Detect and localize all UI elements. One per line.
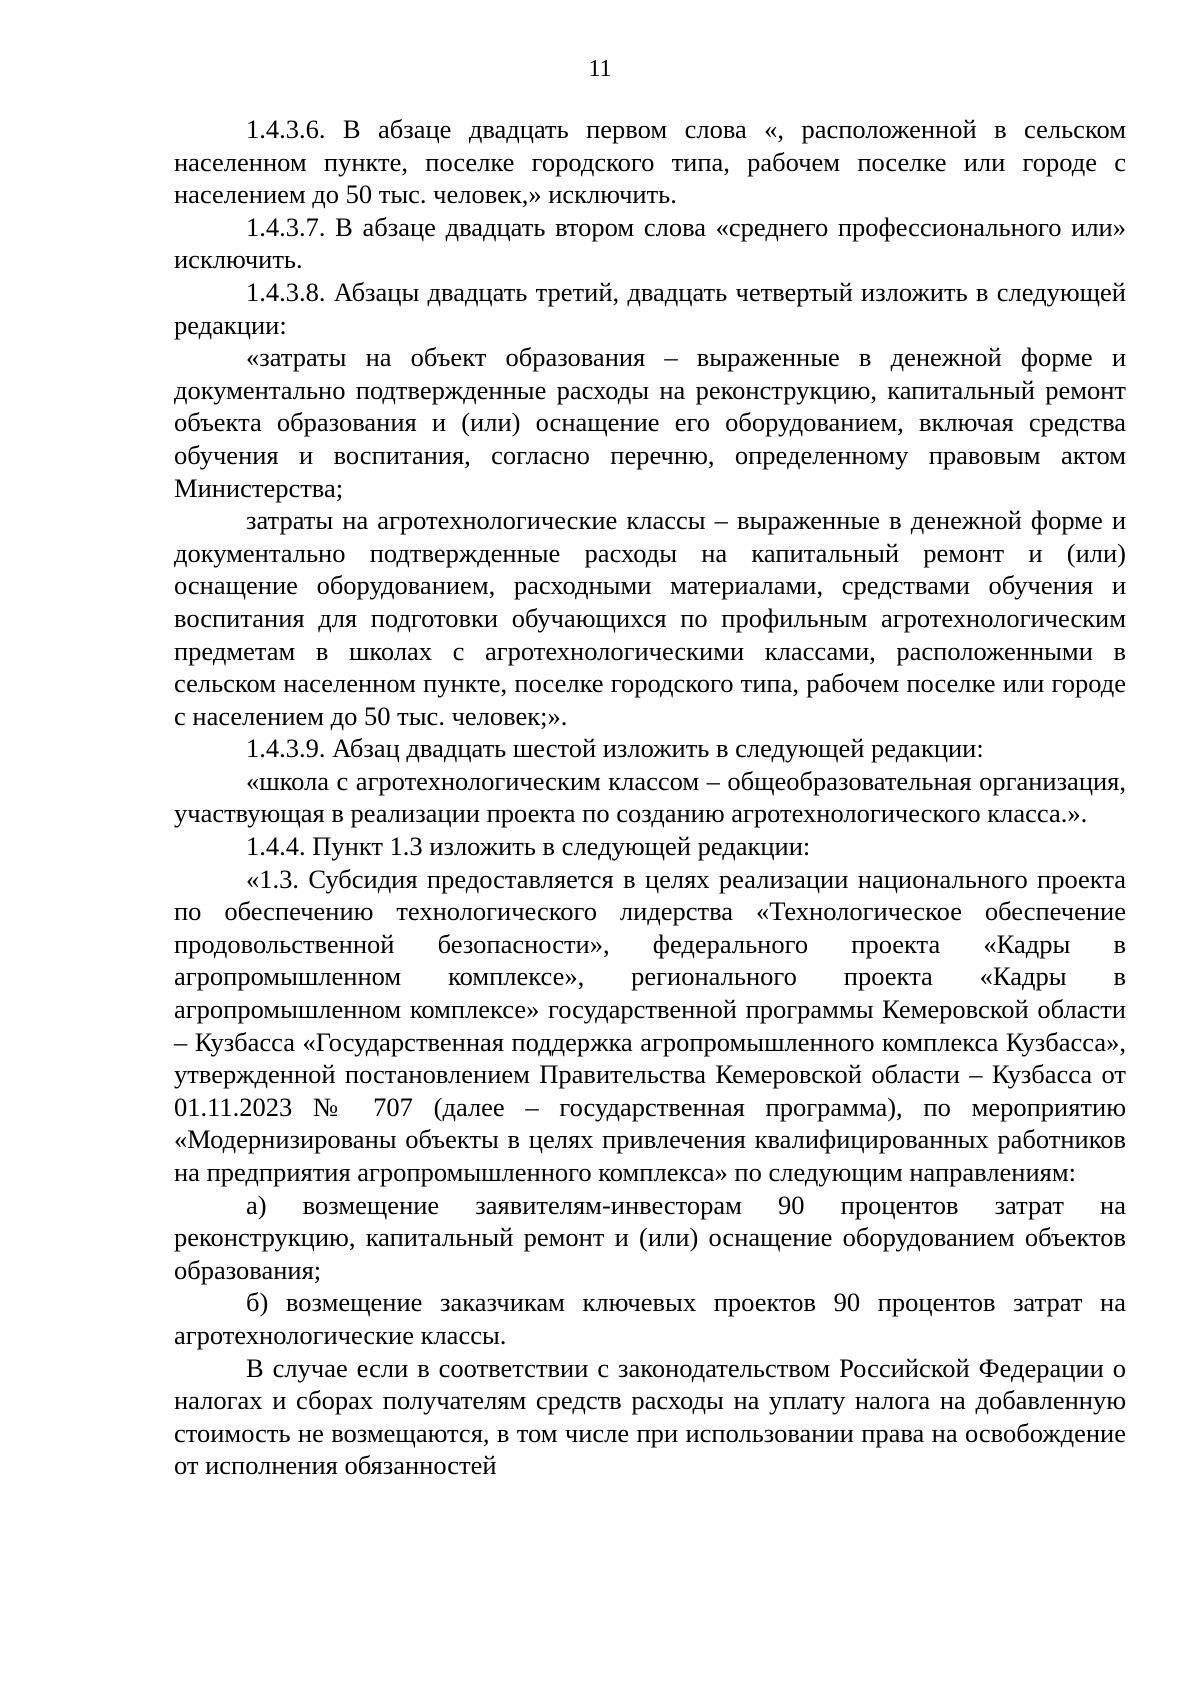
paragraph-1-4-3-7: 1.4.3.7. В абзаце двадцать втором слова «среднего профессионального или» исключить.: [174, 211, 1126, 275]
paragraph-1-4-3-9: 1.4.3.9. Абзац двадцать шестой изложить в следующей редакции:: [246, 733, 984, 764]
paragraph-1-4-3-6: 1.4.3.6. В абзаце двадцать первом слова «, расположенной в сельском населенном пункте, поселке городского типа, рабочем поселке или городе с населением до 50 тыс. человек,» исключить.: [174, 114, 1126, 210]
page-number: 11: [588, 56, 612, 82]
paragraph-clause-1-3: «1.3. Субсидия предоставляется в целях реализации национального проекта по обеспечению технологического лидерства «Технологическое обеспечение продовольственной безопасности», федерального проекта «Кадры в агропромышленном комплексе», регионального проекта «Кадры в агропромышленном комплексе» государственной программы Кемеровской области – Кузбасса «Государственная поддержка агропромышленного комплекса Кузбасса», утвержденной постановлением Правительства Кемеровской области – Кузбасса от 01.11.2023 № 707 (далее – государственная программа), по мероприятию «Модернизированы объекты в целях привлечения квалифицированных работников на предприятия агропромышленного комплекса» по следующим направлениям:: [174, 863, 1126, 1187]
paragraph-definition-education-costs: «затраты на объект образования – выраженные в денежной форме и документально подтвержденные расходы на реконструкцию, капитальный ремонт объекта образования и (или) оснащение его оборудованием, включая средства обучения и воспитания, согласно перечню, определенному правовым актом Министерства;: [174, 342, 1126, 503]
paragraph-item-b: б) возмещение заказчикам ключевых проектов 90 процентов затрат на агротехнологические классы.: [174, 1287, 1126, 1350]
document-body: [174, 113, 1126, 1482]
paragraph-1-4-3-8: 1.4.3.8. Абзацы двадцать третий, двадцать четвертый изложить в следующей редакции:: [174, 276, 1126, 340]
paragraph-vat-note: В случае если в соответствии с законодательством Российской Федерации о налогах и сборах получателям средств расходы на уплату налога на добавленную стоимость не возмещаются, в том числе при использовании права на освобождение от исполнения обязанностей: [174, 1352, 1126, 1481]
paragraph-definition-agrotech-school: «школа с агротехнологическим классом – общеобразовательная организация, участвующая в реализации проекта по созданию агротехнологического класса.».: [174, 765, 1126, 829]
paragraph-definition-agrotech-costs: затраты на агротехнологические классы – выраженные в денежной форме и документально подтвержденные расходы на капитальный ремонт и (или) оснащение оборудованием, расходными материалами, средствами обучения и воспитания для подготовки обучающихся по профильным агротехнологическим предметам в школах с агротехнологическими классами, расположенными в сельском населенном пункте, поселке городского типа, рабочем поселке или городе с населением до 50 тыс. человек;».: [174, 505, 1126, 731]
paragraph-1-4-4: 1.4.4. Пункт 1.3 изложить в следующей редакции:: [246, 831, 811, 862]
paragraph-item-a: а) возмещение заявителям-инвесторам 90 процентов затрат на реконструкцию, капитальный ремонт и (или) оснащение оборудованием объектов образования;: [174, 1189, 1126, 1285]
